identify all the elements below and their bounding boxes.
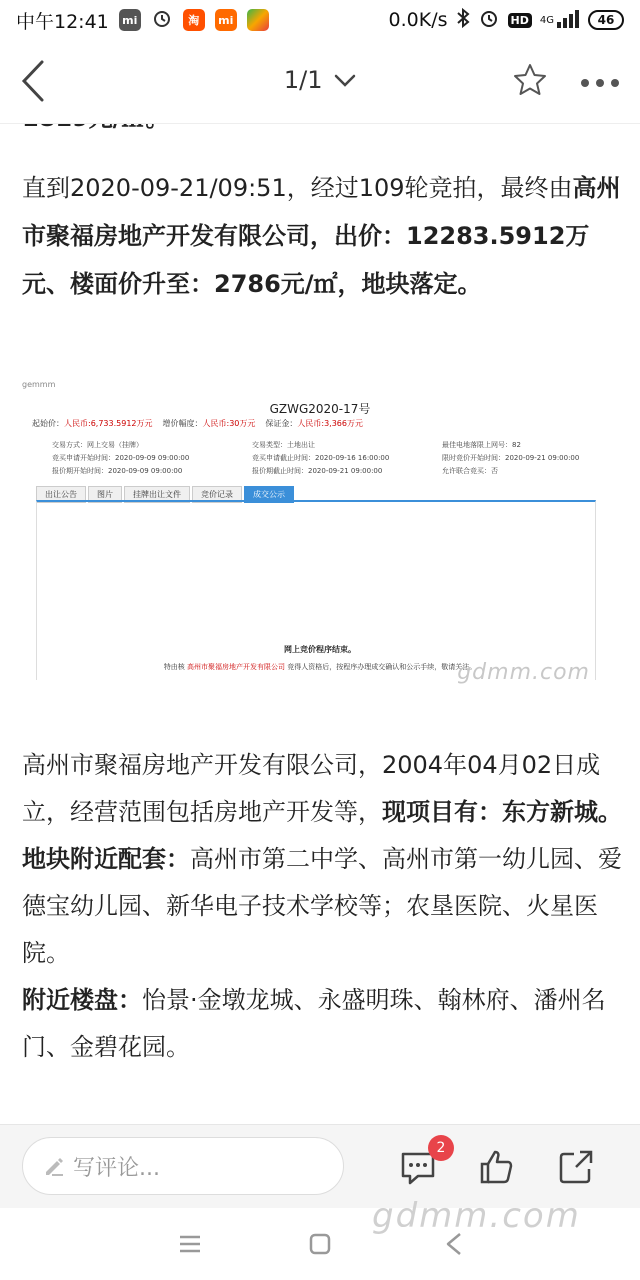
- info-cell: 报价期截止时间：2020-09-21 09:00:00: [252, 467, 383, 475]
- share-button[interactable]: [556, 1147, 596, 1187]
- network-speed: 0.0K/s: [388, 9, 448, 31]
- battery-indicator: 46: [588, 10, 624, 30]
- deposit: 人民币:3,366万元: [297, 419, 363, 428]
- embed-watermark: gdmm.com: [457, 660, 590, 685]
- comments-button[interactable]: [398, 1140, 446, 1187]
- alarm-icon: [478, 7, 500, 34]
- start-price: 人民币:6,733.5912万元: [64, 419, 153, 428]
- auction-result-text: 直到2020-09-21/09:51，经过109轮竞拍，最终由: [22, 174, 573, 202]
- more-button[interactable]: [580, 73, 620, 92]
- info-row: [52, 440, 612, 453]
- info-cell: 最佳电地落限上网号：82: [442, 441, 521, 449]
- comment-placeholder: 写评论...: [73, 1155, 160, 1181]
- nearby-projects-paragraph: [22, 977, 622, 1071]
- facilities-label: 地块附近配套：: [22, 845, 190, 873]
- embed-price-row: [32, 418, 363, 429]
- embed-tab-deal-notice: 成交公示: [244, 486, 294, 503]
- notice-prefix: 特由核: [163, 663, 185, 671]
- more-dots-icon: [580, 78, 620, 88]
- embed-end-text: 网上竞价程序结束。: [284, 645, 356, 654]
- nav-menu-button[interactable]: [176, 1230, 204, 1258]
- square-icon: [306, 1230, 334, 1258]
- comment-input[interactable]: [22, 1137, 344, 1195]
- embed-topline: gemmm: [22, 380, 56, 389]
- like-button[interactable]: [476, 1147, 516, 1187]
- hd-icon: HD: [508, 13, 532, 28]
- company-paragraph: [22, 742, 622, 836]
- auction-result-paragraph: [22, 164, 622, 308]
- share-icon: [556, 1147, 596, 1187]
- deposit-label: 保证金：: [265, 419, 298, 428]
- info-cell: 报价期开始时间：2020-09-09 09:00:00: [52, 467, 183, 475]
- embed-info-grid: [52, 440, 612, 479]
- app-header: [0, 40, 640, 124]
- info-row: [52, 466, 612, 479]
- company-text: 高州市聚福房地产开发有限公司，2004年04月02日成立，经营范围包括房地产开发等，: [22, 751, 601, 826]
- taobao-app-icon: 淘: [183, 9, 205, 31]
- facilities-text: 高州市第二中学、高州市第一幼儿园、爱德宝幼儿园、新华电子技术学校等；农垦医院、火星医院。: [22, 845, 622, 967]
- status-bar: [0, 0, 640, 40]
- info-cell: 交易类型：土地出让: [252, 441, 315, 449]
- info-cell: 允许联合竞买：否: [442, 467, 498, 475]
- nearby-projects-text: 怡景·金墩龙城、永盛明珠、翰林府、潘州名门、金碧花园。: [22, 986, 606, 1061]
- bluetooth-icon: [456, 7, 470, 34]
- notice-company: 高州市聚福房地产开发有限公司: [187, 663, 285, 671]
- chevron-left-icon: [18, 58, 48, 104]
- increment-label: 增价幅度：: [162, 419, 203, 428]
- chevron-down-icon: [334, 74, 356, 88]
- nearby-projects-label: 附近楼盘：: [22, 986, 142, 1014]
- article-body: [22, 124, 622, 308]
- info-cell: 竞买申请截止时间：2020-09-16 16:00:00: [252, 454, 390, 462]
- info-cell: 竞买申请开始时间：2020-09-09 09:00:00: [52, 454, 190, 462]
- menu-icon: [176, 1230, 204, 1258]
- article-body-continued: [22, 742, 622, 1071]
- signal-type: 4G: [539, 14, 554, 26]
- company-project-bold: 现项目有：东方新城。: [382, 798, 622, 826]
- embed-title: GZWG2020-17号: [269, 402, 371, 416]
- facilities-paragraph: [22, 836, 622, 977]
- embed-tab-documents: 挂牌出让文件: [124, 486, 190, 503]
- embed-tab-announcement: 出让公告: [36, 486, 86, 503]
- star-icon: [512, 62, 548, 98]
- pencil-icon: [43, 1155, 65, 1177]
- page-indicator-label: 1/1: [283, 66, 323, 94]
- start-price-label: 起始价：: [32, 419, 64, 428]
- mi-store-icon: mi: [215, 9, 237, 31]
- embed-tab-images: 图片: [88, 486, 122, 503]
- signal-icon: [556, 8, 580, 33]
- mi-app-icon: mi: [119, 9, 141, 31]
- comment-count-badge: 2: [428, 1135, 454, 1161]
- favorite-button[interactable]: [512, 62, 548, 102]
- status-time: 中午12:41: [16, 10, 109, 33]
- thumbs-up-icon: [476, 1147, 516, 1187]
- nav-home-button[interactable]: [306, 1230, 334, 1258]
- info-cell: 交易方式：网上交易（挂牌）: [52, 441, 143, 449]
- back-button[interactable]: [18, 58, 48, 104]
- watermark: gdmm.com: [372, 1196, 581, 1236]
- auction-result-bold: 高州市聚福房地产开发有限公司，出价：12283.5912万元、楼面价升至：2786元/㎡，地块落定。: [22, 174, 621, 298]
- colorful-app-icon: [247, 9, 269, 31]
- embed-tab-bid-records: 竞价记录: [192, 486, 242, 503]
- info-row: [52, 453, 612, 466]
- info-cell: 限时竞价开始时间：2020-09-21 09:00:00: [442, 454, 580, 462]
- auction-screenshot-image[interactable]: [22, 380, 618, 710]
- notice-suffix: 竞得人资格后，按程序办理成交确认和公示手续，敬请关注。: [287, 663, 477, 671]
- increment: 人民币:30万元: [202, 419, 256, 428]
- alarm-icon: [151, 7, 173, 34]
